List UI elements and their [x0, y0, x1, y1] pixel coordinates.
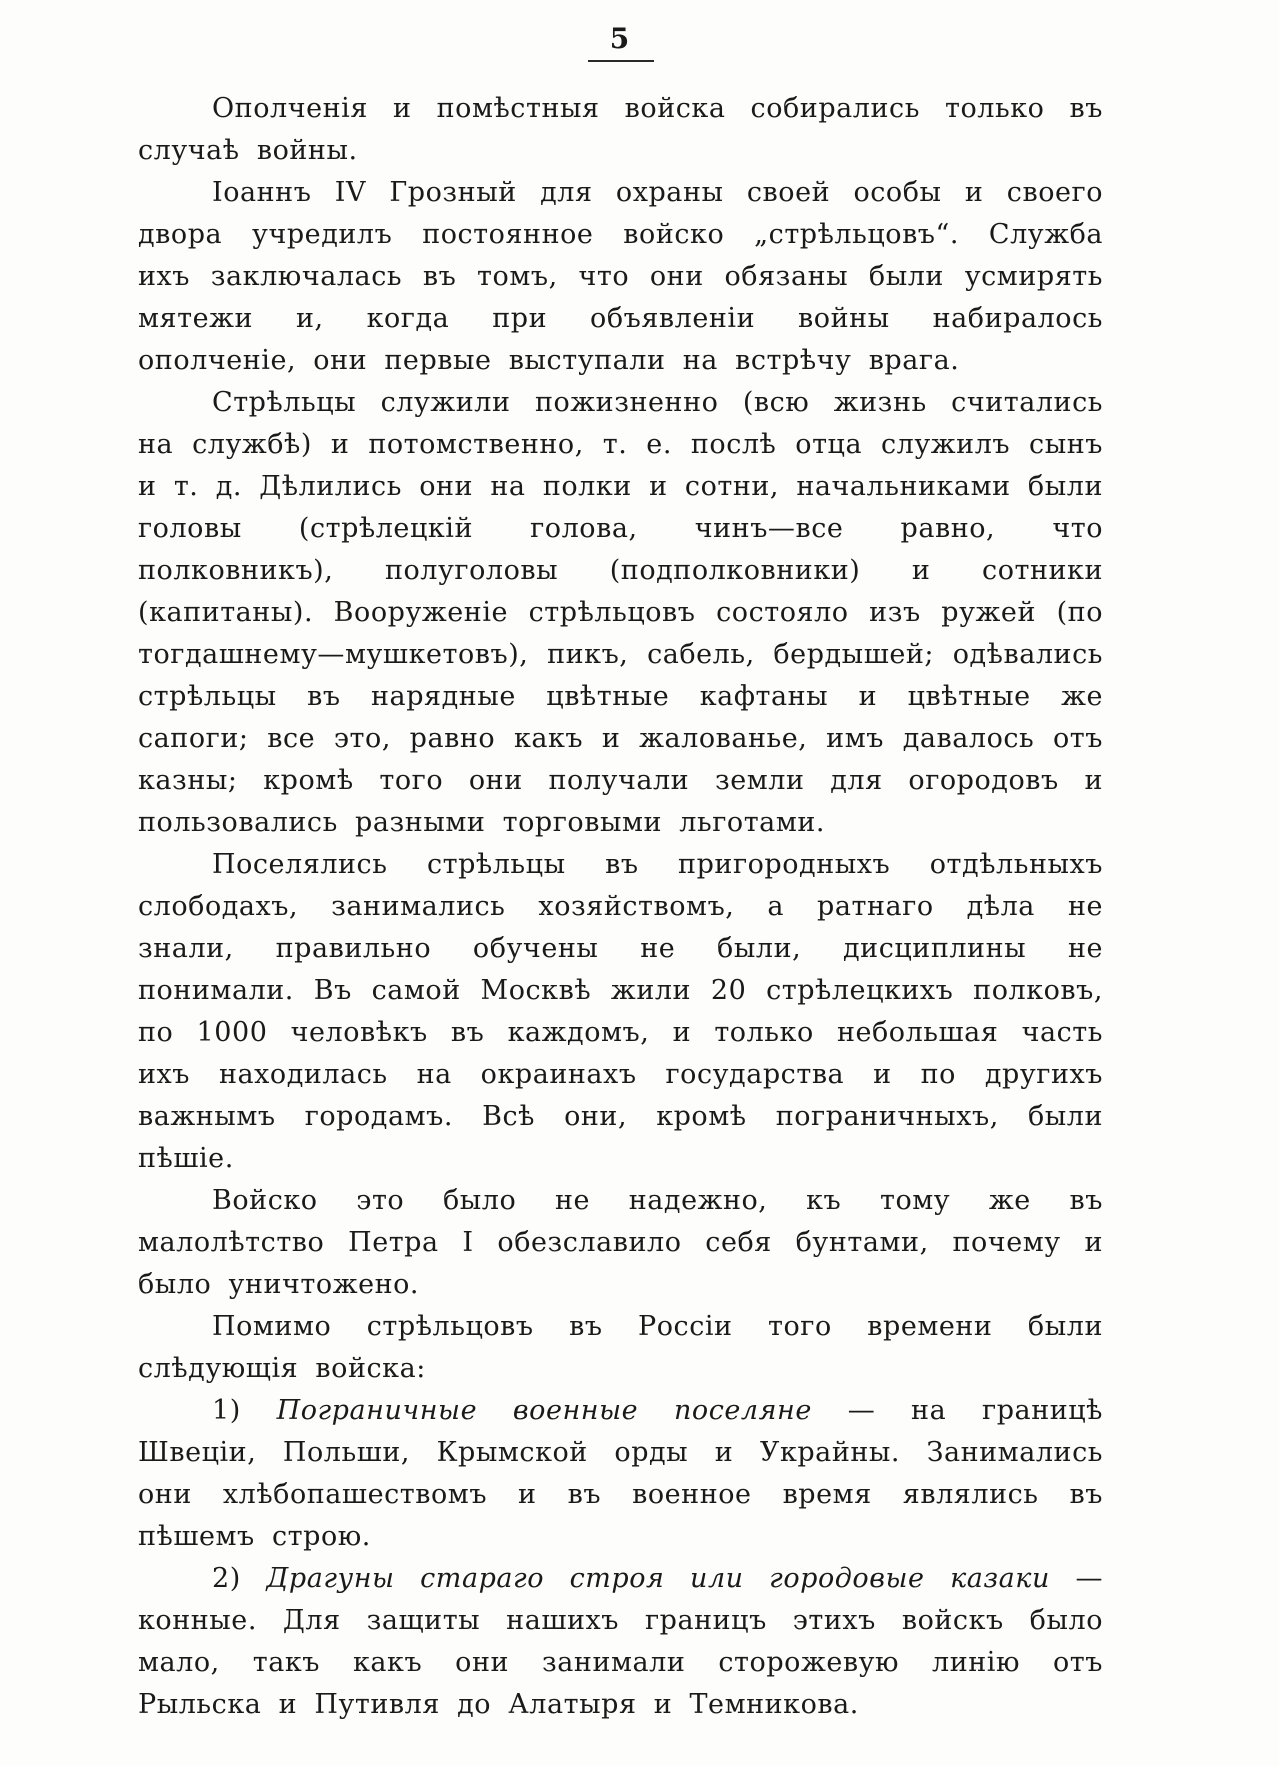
paragraph — [138, 172, 1103, 382]
paragraph-text: Іоаннъ IV Грозный для охраны своей особы и своего двора учредилъ постоянное войско „стрѣльцовъ“. Служба ихъ заключалась въ томъ, что они обязаны были усмирять мятежи и, когда при объявленіи войны набиралось ополченіе, они первые выступали на встрѣчу врага. — [138, 176, 1103, 376]
list-paragraph — [138, 1390, 1103, 1558]
paragraph — [138, 1180, 1103, 1306]
list-term: Пограничные военные поселяне — [276, 1394, 812, 1426]
list-number: 1) — [212, 1394, 277, 1426]
paragraph-text: Поселялись стрѣльцы въ пригородныхъ отдѣльныхъ слободахъ, занимались хозяйствомъ, а ратнаго дѣла не знали, правильно обучены не были, дисциплины не понимали. Въ самой Москвѣ жили 20 стрѣлецкихъ полковъ, по 1000 человѣкъ въ каждомъ, и только небольшая часть ихъ находилась на окраинахъ государства и по другихъ важнымъ городамъ. Всѣ они, кромѣ пограничныхъ, были пѣшіе. — [138, 848, 1103, 1174]
page-number: 5 — [609, 22, 632, 55]
text-block — [138, 88, 1103, 1726]
paragraph-text: Стрѣльцы служили пожизненно (всю жизнь считались на службѣ) и потомственно, т. е. послѣ отца служилъ сынъ и т. д. Дѣлились они на полки и сотни, начальниками были головы (стрѣлецкій голова, чинъ—все равно, что полковникъ), полуголовы (подполковники) и сотники (капитаны). Вооруженіе стрѣльцовъ состояло изъ ружей (по тогдашнему—мушкетовъ), пикъ, сабель, бердышей; одѣвались стрѣльцы въ нарядные цвѣтные кафтаны и цвѣтные же сапоги; все это, равно какъ и жалованье, имъ давалось отъ казны; кромѣ того они получали земли для огородовъ и пользовались разными торговыми льготами. — [138, 386, 1103, 838]
list-number: 2) — [212, 1562, 267, 1594]
paragraph-text: — конные. Для защиты нашихъ границъ этихъ войскъ было мало, такъ какъ они занимали сторожевую линію отъ Рыльска и Путивля до Алатыря и Темникова. — [138, 1562, 1104, 1720]
paragraph — [138, 1306, 1103, 1390]
paragraph-text: — на границѣ Швеціи, Польши, Крымской орды и Украйны. Занимались они хлѣбопашествомъ и въ военное время являлись въ пѣшемъ строю. — [138, 1394, 1103, 1552]
paragraph — [138, 844, 1103, 1180]
paragraph — [138, 382, 1103, 844]
paragraph — [138, 88, 1103, 172]
list-term: Драгуны стараго строя или городовые казаки — [266, 1562, 1050, 1594]
paragraph-text: Помимо стрѣльцовъ въ Россіи того времени были слѣдующія войска: — [138, 1310, 1103, 1384]
paragraph-text: Ополченія и помѣстныя войска собирались только въ случаѣ войны. — [138, 92, 1103, 166]
page-header — [138, 24, 1103, 62]
page-number-rule — [588, 60, 654, 62]
paragraph-text: Войско это было не надежно, къ тому же въ малолѣтство Петра I обезславило себя бунтами, почему и было уничтожено. — [138, 1184, 1103, 1300]
list-paragraph — [138, 1558, 1103, 1726]
